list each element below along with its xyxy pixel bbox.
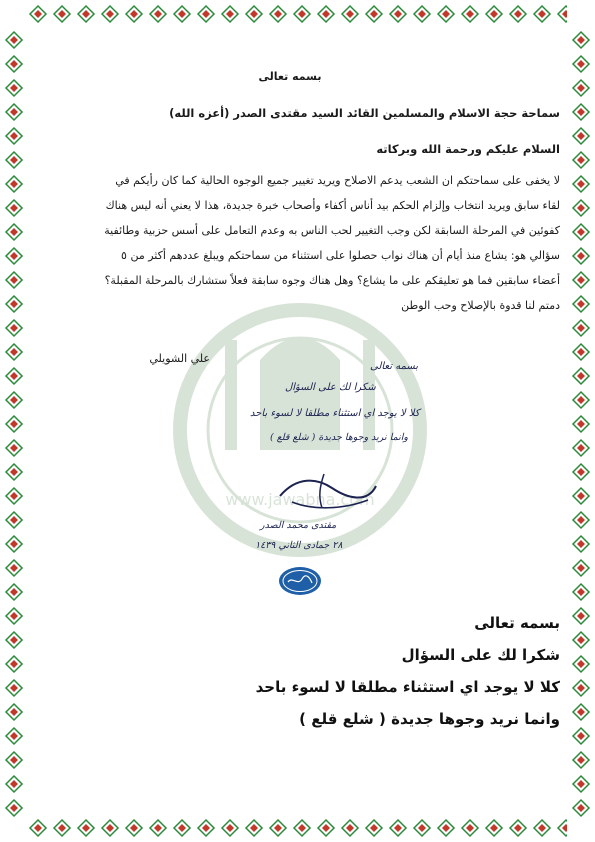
border-ornament [571, 726, 591, 746]
handwritten-line-3: كلا لا يوجد اي استثناء مطلقا لا لسوء باحد [250, 408, 420, 419]
border-ornament [4, 174, 24, 194]
signature [272, 466, 382, 514]
border-ornament [196, 4, 216, 24]
border-ornament [124, 4, 144, 24]
handwritten-basmala: بسمه تعالى [370, 361, 419, 372]
typed-reply-line-2: شكرا لك على السؤال [401, 646, 560, 664]
border-ornament [571, 582, 591, 602]
border-ornament [100, 4, 120, 24]
border-ornament [4, 222, 24, 242]
body-line: لا يخفى على سماحتكم ان الشعب يدعم الاصلاح ويريد تغيير جميع الوجوه الحالية كما كان رأيكم في [115, 174, 560, 187]
border-ornament [292, 818, 312, 838]
border-ornament [4, 30, 24, 50]
border-ornament [316, 4, 336, 24]
border-ornament [76, 4, 96, 24]
border-ornament [4, 246, 24, 266]
border-ornament [571, 678, 591, 698]
border-ornament [172, 818, 192, 838]
body-line: لقاء سابق ويريد انتخاب وإلزام الحكم بيد أناس أكفاء وأصحاب خبرة جديدة، هذا لا يعني أنه ليس هناك [105, 199, 560, 212]
border-ornament [571, 630, 591, 650]
border-ornament [571, 606, 591, 626]
border-ornament [571, 102, 591, 122]
border-ornament [571, 702, 591, 722]
border-ornament [412, 4, 432, 24]
border-ornament [571, 246, 591, 266]
decorative-border-left [0, 0, 28, 842]
body-line: كفوئين في المرحلة السابقة لكن وجب التغيير لحب الناس به وعدم التعامل على أسس حزبية وطائفية [104, 224, 560, 237]
watermark-site-text: www.jawabna.com [225, 490, 375, 509]
border-ornament [364, 818, 384, 838]
border-ornament [4, 390, 24, 410]
border-ornament [388, 4, 408, 24]
border-ornament [571, 486, 591, 506]
border-ornament [4, 462, 24, 482]
border-ornament [4, 750, 24, 770]
handwritten-line-4: وانما نريد وجوها جديدة ( شلع قلع ) [270, 432, 408, 443]
seal-stamp [278, 566, 322, 596]
document-greeting: السلام عليكم ورحمة الله وبركاته [376, 142, 560, 156]
border-ornament [220, 818, 240, 838]
border-ornament [292, 4, 312, 24]
border-ornament [571, 342, 591, 362]
border-ornament [508, 4, 528, 24]
border-ornament [148, 818, 168, 838]
border-ornament [4, 294, 24, 314]
border-ornament [571, 462, 591, 482]
border-ornament [4, 630, 24, 650]
border-ornament [571, 558, 591, 578]
border-ornament [4, 726, 24, 746]
border-ornament [4, 318, 24, 338]
border-ornament [571, 438, 591, 458]
border-ornament [571, 54, 591, 74]
border-ornament [4, 366, 24, 386]
border-ornament [4, 438, 24, 458]
border-ornament [388, 818, 408, 838]
border-ornament [4, 414, 24, 434]
border-ornament [4, 78, 24, 98]
border-ornament [436, 818, 456, 838]
document-body [30, 168, 560, 318]
body-line: دمتم لنا قدوة بالإصلاح وحب الوطن [401, 299, 560, 312]
border-ornament [571, 270, 591, 290]
border-ornament [571, 78, 591, 98]
typed-reply-line-1: بسمه تعالى [474, 614, 560, 632]
border-ornament [460, 818, 480, 838]
border-ornament [172, 4, 192, 24]
decorative-border-bottom [0, 814, 595, 842]
decorative-border-top [0, 0, 595, 28]
body-line: أعضاء سابقين فما هو تعليقكم على ما يشاع؟ وهل هناك وجوه سابقة فعلاً ستشارك بالمرحلة المقبلة؟ [104, 274, 560, 287]
border-ornament [220, 4, 240, 24]
border-ornament [4, 126, 24, 146]
border-ornament [484, 4, 504, 24]
border-ornament [571, 318, 591, 338]
border-ornament [484, 818, 504, 838]
border-ornament [571, 222, 591, 242]
border-ornament [4, 150, 24, 170]
border-ornament [28, 818, 48, 838]
border-ornament [571, 750, 591, 770]
border-ornament [364, 4, 384, 24]
border-ornament [571, 366, 591, 386]
border-ornament [4, 702, 24, 722]
border-ornament [412, 818, 432, 838]
border-ornament [124, 818, 144, 838]
border-ornament [4, 798, 24, 818]
border-ornament [244, 4, 264, 24]
border-ornament [244, 818, 264, 838]
border-ornament [532, 4, 552, 24]
border-ornament [76, 818, 96, 838]
handwritten-date: ٢٨ جمادى الثاني ١٤٣٩ [255, 540, 343, 551]
border-ornament [196, 818, 216, 838]
border-ornament [316, 818, 336, 838]
border-ornament [571, 510, 591, 530]
border-ornament [571, 654, 591, 674]
border-ornament [508, 818, 528, 838]
border-ornament [532, 818, 552, 838]
border-ornament [4, 558, 24, 578]
border-ornament [460, 4, 480, 24]
border-ornament [4, 342, 24, 362]
border-ornament [571, 534, 591, 554]
border-ornament [52, 818, 72, 838]
border-ornament [4, 534, 24, 554]
decorative-border-right [567, 0, 595, 842]
handwritten-line-2: شكرا لك على السؤال [285, 382, 376, 393]
border-ornament [4, 102, 24, 122]
border-ornament [571, 294, 591, 314]
border-ornament [436, 4, 456, 24]
border-ornament [571, 198, 591, 218]
border-ornament [571, 798, 591, 818]
border-ornament [4, 654, 24, 674]
border-ornament [148, 4, 168, 24]
border-ornament [4, 270, 24, 290]
border-ornament [571, 174, 591, 194]
border-ornament [571, 150, 591, 170]
border-ornament [28, 4, 48, 24]
border-ornament [52, 4, 72, 24]
border-ornament [340, 818, 360, 838]
document-basmala: بسمه تعالى [258, 70, 322, 83]
border-ornament [4, 774, 24, 794]
handwritten-name: مقتدى محمد الصدر [260, 520, 337, 531]
border-ornament [4, 678, 24, 698]
border-ornament [268, 818, 288, 838]
border-ornament [340, 4, 360, 24]
typed-reply-line-4: وانما نريد وجوها جديدة ( شلع قلع ) [299, 710, 560, 728]
typed-reply-line-3: كلا لا يوجد اي استثناء مطلقا لا لسوء باحد [255, 678, 560, 696]
border-ornament [268, 4, 288, 24]
document-signer: علي الشويلي [149, 352, 210, 365]
body-line: سؤالي هو: يشاع منذ أيام أن هناك نواب حصلوا على استثناء من سماحتكم ويبلغ عددهم أكثر من ٥ [121, 249, 560, 262]
border-ornament [4, 510, 24, 530]
document-addressee: سماحة حجة الاسلام والمسلمين القائد السيد مقتدى الصدر (أعزه الله) [169, 106, 560, 120]
border-ornament [100, 818, 120, 838]
border-ornament [4, 198, 24, 218]
border-ornament [4, 54, 24, 74]
border-ornament [4, 606, 24, 626]
border-ornament [571, 774, 591, 794]
border-ornament [4, 582, 24, 602]
border-ornament [571, 390, 591, 410]
border-ornament [571, 126, 591, 146]
border-ornament [571, 30, 591, 50]
border-ornament [4, 486, 24, 506]
border-ornament [571, 414, 591, 434]
